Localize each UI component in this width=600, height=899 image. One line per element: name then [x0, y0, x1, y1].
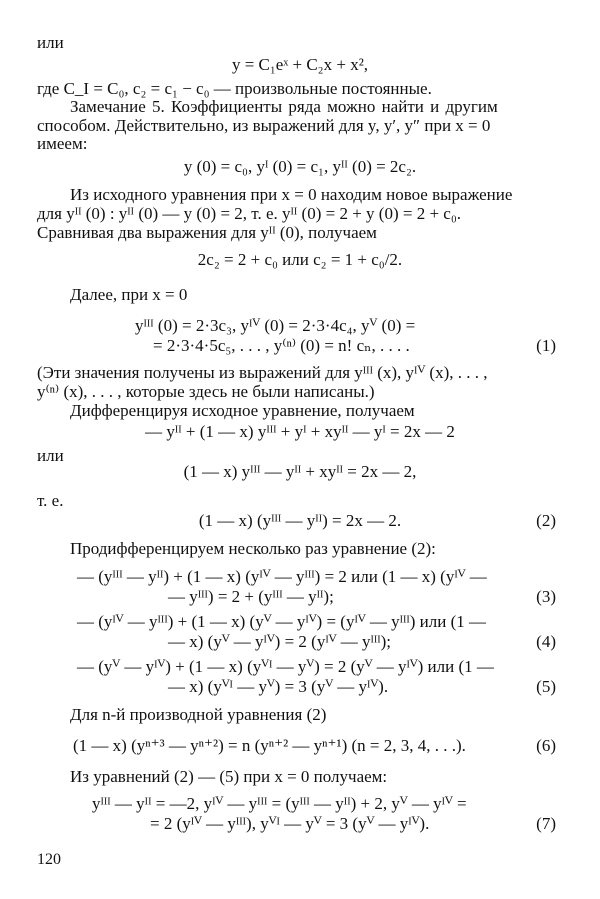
formula-line: = 2 (yᴵⱽ — yᴵᴵᴵ), yⱽᴵ — yⱽ = 3 (yⱽ — yᴵⱽ).	[150, 814, 430, 833]
formula-line: — yᴵᴵ + (1 — x) yᴵᴵᴵ + yᴵ + xyᴵᴵ — yᴵ = 2x — 2	[145, 422, 455, 441]
text-line: способом. Действительно, из выражений для y, y′, y″ при x = 0	[37, 116, 491, 135]
formula-line: = 2·3·4·5c₅, . . . , y⁽ⁿ⁾ (0) = n! cₙ, . . . .	[153, 336, 410, 355]
text-line: или	[37, 33, 64, 52]
formula-line: — yᴵᴵᴵ) = 2 + (yᴵᴵᴵ — yᴵᴵ);	[168, 587, 334, 606]
text-line: Из исходного уравнения при x = 0 находим новое выражение	[70, 185, 513, 204]
text-line: т. е.	[37, 491, 64, 510]
formula-line: — (yᴵᴵᴵ — yᴵᴵ) + (1 — x) (yᴵⱽ — yᴵᴵᴵ) = 2 или (1 — x) (yᴵⱽ —	[77, 567, 487, 586]
text-line: y⁽ⁿ⁾ (x), . . . , которые здесь не были написаны.)	[37, 382, 375, 401]
equation-number: (3)	[536, 587, 556, 606]
equation-number: (5)	[536, 677, 556, 696]
equation-number: (1)	[536, 336, 556, 355]
equation-number: (6)	[536, 736, 556, 755]
text-line: Из уравнений (2) — (5) при x = 0 получаем:	[70, 767, 388, 786]
formula-line: (1 — x) (yⁿ⁺³ — yⁿ⁺²) = n (yⁿ⁺² — yⁿ⁺¹) (n = 2, 3, 4, . . .).	[73, 736, 466, 755]
text-line: Сравнивая два выражения для yᴵᴵ (0), получаем	[37, 223, 377, 242]
text-line: для yᴵᴵ (0) : yᴵᴵ (0) — y (0) = 2, т. е. yᴵᴵ (0) = 2 + y (0) = 2 + c₀.	[37, 204, 462, 223]
text-line: Продифференцируем несколько раз уравнение (2):	[70, 539, 436, 558]
formula-line: y = C₁eˣ + C₂x + x²,	[231, 55, 369, 74]
text-line: имеем:	[37, 134, 88, 153]
text-line: где C_I = C₀, c₂ = c₁ − c₀ — произвольные постоянные.	[37, 79, 432, 98]
text-line: (Эти значения получены из выражений для yᴵᴵᴵ (x), yᴵⱽ (x), . . . ,	[37, 363, 488, 382]
formula-line: — (yⱽ — yᴵⱽ) + (1 — x) (yⱽᴵ — yⱽ) = 2 (yⱽ — yᴵⱽ) или (1 —	[77, 657, 494, 676]
formula-line: y (0) = c₀, yᴵ (0) = c₁, yᴵᴵ (0) = 2c₂.	[183, 157, 417, 176]
formula-line: — (yᴵⱽ — yᴵᴵᴵ) + (1 — x) (yⱽ — yᴵⱽ) = (yᴵⱽ — yᴵᴵᴵ) или (1 —	[77, 612, 487, 631]
text-line: Дифференцируя исходное уравнение, получаем	[70, 401, 415, 420]
text-line: или	[37, 446, 64, 465]
equation-number: (7)	[536, 814, 556, 833]
formula-line: — x) (yⱽ — yᴵⱽ) = 2 (yᴵⱽ — yᴵᴵᴵ);	[168, 632, 392, 651]
formula-line: yᴵᴵᴵ — yᴵᴵ = —2, yᴵⱽ — yᴵᴵᴵ = (yᴵᴵᴵ — yᴵᴵ) + 2, yⱽ — yᴵⱽ =	[92, 794, 467, 813]
equation-number: (2)	[536, 511, 556, 530]
formula-line: (1 — x) yᴵᴵᴵ — yᴵᴵ + xyᴵᴵ = 2x — 2,	[183, 462, 417, 481]
formula-line: (1 — x) (yᴵᴵᴵ — yᴵᴵ) = 2x — 2.	[198, 511, 402, 530]
text-line: Далее, при x = 0	[70, 285, 188, 304]
formula-line: 2c₂ = 2 + c₀ или c₂ = 1 + c₀/2.	[197, 250, 403, 269]
formula-line: — x) (yⱽᴵ — yⱽ) = 3 (yⱽ — yᴵⱽ).	[168, 677, 389, 696]
equation-number: (4)	[536, 632, 556, 651]
remark-heading: Замечание 5. Коэффициенты ряда можно найти и другим	[70, 97, 498, 116]
text-line: Для n-й производной уравнения (2)	[70, 705, 327, 724]
formula-line: yᴵᴵᴵ (0) = 2·3c₃, yᴵⱽ (0) = 2·3·4c₄, yⱽ (0) =	[135, 316, 416, 335]
page-number: 120	[37, 851, 61, 868]
